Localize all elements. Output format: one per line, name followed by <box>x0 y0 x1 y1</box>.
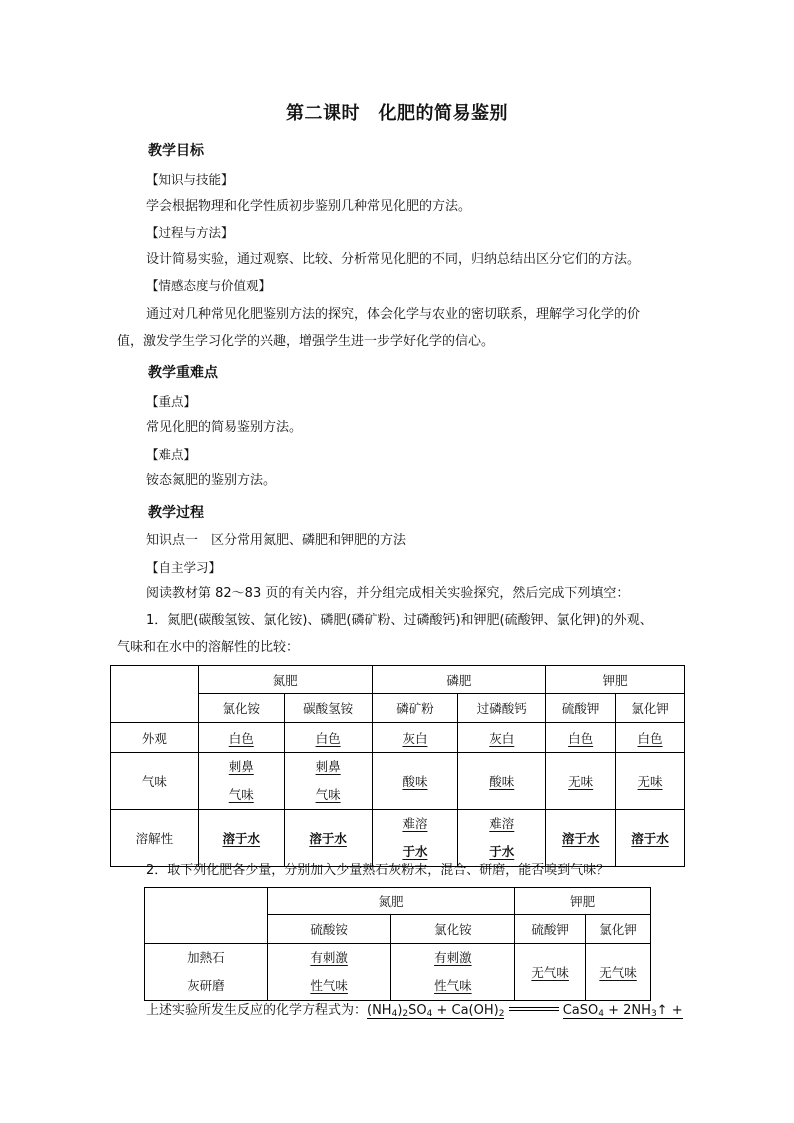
knowledge-label: 【知识与技能】 <box>146 172 234 187</box>
cell-solubility: 溶于水 <box>222 831 261 846</box>
col-ammonium-chloride: 氯化铵 <box>198 694 284 723</box>
comparison-table-2 <box>144 887 651 1001</box>
row-label-smell: 气味 <box>111 753 199 810</box>
equation-line <box>146 997 683 1028</box>
group-nitrogen: 氮肥 <box>267 888 514 915</box>
focus-label: 【重点】 <box>146 394 197 409</box>
cell-smell-line1: 刺鼻 <box>228 759 254 774</box>
cell-solubility: 溶于水 <box>561 831 600 846</box>
row-label-solubility: 溶解性 <box>111 810 199 867</box>
equation-lhs: $(NH_4)_2SO_4 + Ca(OH)_2$ <box>367 1003 505 1019</box>
col-superphosphate: 过磷酸钙 <box>458 694 546 723</box>
table1-corner <box>111 666 199 723</box>
question-1-line1: 1．氮肥(碳酸氢铵、氯化铵)、磷肥(磷矿粉、过磷酸钙)和钾肥(硫酸钾、氯化钾)的外观、 <box>146 613 653 628</box>
cell-solubility-line2: 于水 <box>489 844 515 859</box>
col-potassium-sulfate: 硫酸钾 <box>546 694 616 723</box>
cell-solubility-line2: 于水 <box>402 844 428 859</box>
cell-smell: 无气味 <box>599 965 637 980</box>
cell-smell: 酸味 <box>489 774 515 789</box>
table-row <box>111 753 685 810</box>
cell-appearance: 灰白 <box>402 730 428 746</box>
question-2: 2．取下列化肥各少量，分别加入少量熟石灰粉末，混合、研磨，能否嗅到气味？ <box>146 863 610 878</box>
cell-solubility-line1: 难溶 <box>402 816 428 831</box>
equation-rhs: CaSO$_4$ + $2NH_3↑$ + <box>562 1003 683 1019</box>
cell-appearance: 白色 <box>637 730 663 746</box>
process-method-label: 【过程与方法】 <box>146 225 234 240</box>
emotion-text-line2: 值，激发学生学习化学的兴趣，增强学生进一步学好化学的信心。 <box>117 334 495 349</box>
cell-smell-line1: 有刺激 <box>434 950 472 965</box>
table-row <box>145 944 651 1001</box>
col-ammonium-sulfate: 硫酸铵 <box>267 915 391 944</box>
cell-appearance: 白色 <box>228 730 254 746</box>
group-potassium: 钾肥 <box>546 666 685 694</box>
self-study-label: 【自主学习】 <box>146 560 222 575</box>
focus-text: 常见化肥的简易鉴别方法。 <box>146 420 303 435</box>
row-label-line1: 加熱石 <box>187 950 225 965</box>
difficulty-text: 铵态氮肥的鉴别方法。 <box>146 473 277 488</box>
cell-appearance: 白色 <box>315 730 341 746</box>
col-phosphate-rock: 磷矿粉 <box>372 694 458 723</box>
cell-appearance: 灰白 <box>489 730 515 746</box>
row-label-appearance: 外观 <box>111 723 199 753</box>
difficulty-label: 【难点】 <box>146 447 197 462</box>
cell-smell: 酸味 <box>402 774 428 789</box>
cell-solubility-line1: 难溶 <box>489 816 515 831</box>
col-ammonium-chloride: 氯化铵 <box>391 915 515 944</box>
cell-smell: 无气味 <box>531 965 569 980</box>
emotion-label: 【情感态度与价值观】 <box>146 278 272 293</box>
row-label-line2: 灰研磨 <box>187 978 225 993</box>
knowledge-text: 学会根据物理和化学性质初步鉴别几种常见化肥的方法。 <box>146 199 472 214</box>
teaching-goals-heading: 教学目标 <box>148 143 204 159</box>
equation-prefix: 上述实验所发生反应的化学方程式为： <box>146 1003 368 1018</box>
page-title: 第二课时 化肥的简易鉴别 <box>286 103 508 124</box>
col-potassium-chloride: 氯化钾 <box>616 694 685 723</box>
reading-instruction: 阅读教材第 82～83 页的有关内容，并分组完成相关实验探究，然后完成下列填空： <box>146 586 630 601</box>
cell-smell-line2: 气味 <box>315 787 341 802</box>
teaching-process-heading: 教学过程 <box>148 505 204 521</box>
cell-smell-line1: 有刺激 <box>310 950 348 965</box>
key-points-heading: 教学重难点 <box>148 365 218 381</box>
group-nitrogen: 氮肥 <box>198 666 372 694</box>
question-1-line2: 气味和在水中的溶解性的比较： <box>117 640 300 655</box>
reaction-arrow-icon <box>509 1007 559 1011</box>
cell-smell: 无味 <box>568 774 594 789</box>
cell-smell-line2: 性气味 <box>434 978 472 993</box>
cell-solubility: 溶于水 <box>631 831 669 846</box>
col-potassium-chloride: 氯化钾 <box>586 915 651 944</box>
table2-corner <box>145 888 268 944</box>
knowledge-point-1: 知识点一 区分常用氮肥、磷肥和钾肥的方法 <box>146 533 407 548</box>
col-ammonium-bicarbonate: 碳酸氢铵 <box>284 694 372 723</box>
cell-smell: 无味 <box>637 774 663 789</box>
cell-solubility: 溶于水 <box>309 831 347 846</box>
cell-appearance: 白色 <box>568 730 594 746</box>
comparison-table-1 <box>110 665 685 867</box>
process-method-text: 设计简易实验，通过观察、比较、分析常见化肥的不同，归纳总结出区分它们的方法。 <box>146 252 641 267</box>
cell-smell-line2: 性气味 <box>310 978 348 993</box>
col-potassium-sulfate: 硫酸钾 <box>515 915 586 944</box>
group-phosphorus: 磷肥 <box>372 666 546 694</box>
cell-smell-line2: 气味 <box>228 787 254 802</box>
group-potassium: 钾肥 <box>515 888 651 915</box>
table-row <box>111 723 685 753</box>
cell-smell-line1: 刺鼻 <box>315 759 341 774</box>
emotion-text-line1: 通过对几种常见化肥鉴别方法的探究，体会化学与农业的密切联系，理解学习化学的价 <box>146 307 641 322</box>
